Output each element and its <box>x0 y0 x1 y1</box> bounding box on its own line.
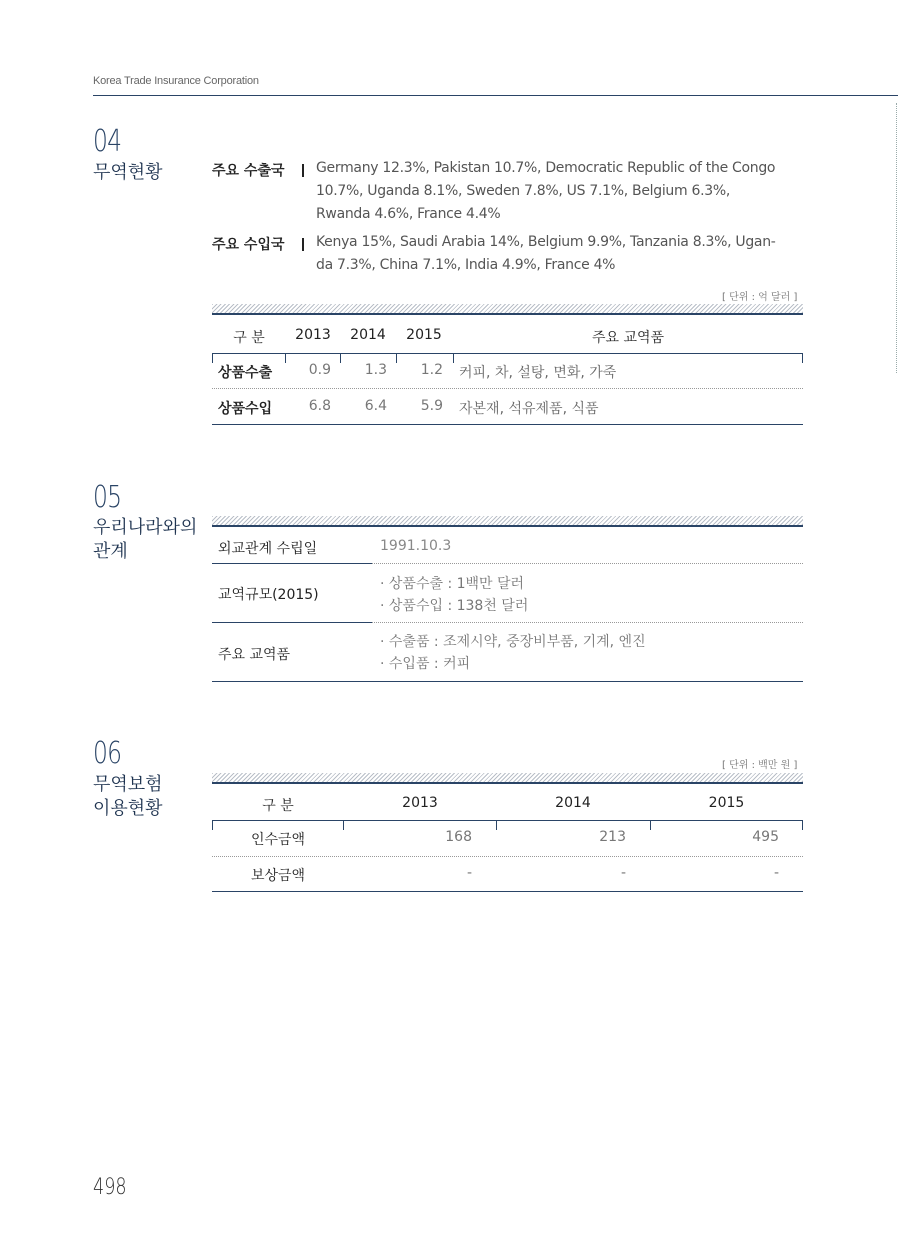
tick <box>802 820 803 830</box>
trade-row-label: 상품수입 <box>218 401 273 417</box>
section-05-title-line1: 우리나라와의 <box>93 517 198 538</box>
relations-value: · 수출품 : 조제시약, 중장비부품, 기계, 엔진 <box>380 634 646 650</box>
header-rule <box>93 95 898 96</box>
relations-value: · 상품수입 : 138천 달러 <box>380 598 529 614</box>
insurance-col-2013: 2013 <box>402 795 438 811</box>
section-04-number: 04 <box>93 124 122 159</box>
insurance-col-2015: 2015 <box>708 795 745 811</box>
insurance-value: - <box>466 865 472 881</box>
insurance-table-unit: [ 단위 : 백만 원 ] <box>722 760 798 771</box>
insurance-value: - <box>773 865 779 881</box>
label-column-rule <box>212 563 372 564</box>
trade-col-2014: 2014 <box>350 327 386 343</box>
import-label-bar <box>302 238 304 251</box>
export-label-bar <box>302 164 304 177</box>
relations-table-hatch <box>212 516 803 527</box>
insurance-value: 495 <box>752 829 779 845</box>
tick <box>212 353 213 363</box>
row-divider <box>212 856 803 857</box>
trade-col-category: 구 분 <box>233 330 265 346</box>
edge-tab-rule <box>896 103 897 373</box>
trade-value: 6.4 <box>364 398 387 414</box>
relations-value: 1991.10.3 <box>380 538 452 554</box>
export-line-2: 10.7%, Uganda 8.1%, Sweden 7.8%, US 7.1%, Belgium 6.3%, <box>316 183 731 199</box>
insurance-table-hatch <box>212 773 803 784</box>
main-export-countries-label: 주요 수출국 <box>212 163 285 179</box>
import-line-1: Kenya 15%, Saudi Arabia 14%, Belgium 9.9%, Tanzania 8.3%, Ugan- <box>316 234 776 250</box>
tick <box>453 353 454 363</box>
trade-col-2015: 2015 <box>406 327 442 343</box>
insurance-col-category: 구 분 <box>262 798 294 814</box>
trade-row-label: 상품수출 <box>218 365 273 381</box>
insurance-value: 168 <box>445 829 472 845</box>
main-import-countries-text <box>316 231 801 277</box>
section-05-title-line2: 관계 <box>93 541 128 562</box>
insurance-header-rule <box>212 820 803 821</box>
relations-label: 외교관계 수립일 <box>218 541 318 557</box>
section-06-title-line2: 이용현황 <box>93 798 163 819</box>
running-header: Korea Trade Insurance Corporation <box>93 75 259 87</box>
trade-col-2013: 2013 <box>295 327 331 343</box>
relations-label: 주요 교역품 <box>218 647 291 663</box>
relations-table-bottom-rule <box>212 681 803 682</box>
trade-table-hatch <box>212 304 803 315</box>
section-06-number: 06 <box>93 736 122 771</box>
relations-value: · 수입품 : 커피 <box>380 656 471 672</box>
main-import-countries-label: 주요 수입국 <box>212 237 285 253</box>
trade-col-items: 주요 교역품 <box>591 330 665 346</box>
trade-header-rule <box>212 353 803 354</box>
export-line-3: Rwanda 4.6%, France 4.4% <box>316 206 501 222</box>
trade-value: 1.3 <box>364 362 387 378</box>
trade-items: 커피, 차, 설탕, 면화, 가죽 <box>459 365 617 381</box>
row-divider <box>212 388 803 389</box>
trade-value: 5.9 <box>420 398 443 414</box>
section-05-number: 05 <box>93 480 122 515</box>
export-line-1: Germany 12.3%, Pakistan 10.7%, Democratic Republic of the Congo <box>316 160 776 176</box>
trade-table-bottom-rule <box>212 424 803 425</box>
section-06-title-line1: 무역보험 <box>93 774 163 795</box>
trade-items: 자본재, 석유제품, 식품 <box>459 401 599 417</box>
page-number: 498 <box>93 1175 127 1200</box>
tick <box>802 353 803 363</box>
insurance-table-bottom-rule <box>212 891 803 892</box>
label-column-rule <box>212 622 372 623</box>
main-export-countries-text <box>316 157 801 226</box>
relations-label: 교역규모(2015) <box>218 587 319 603</box>
trade-value: 6.8 <box>308 398 331 414</box>
import-line-2: da 7.3%, China 7.1%, India 4.9%, France 4% <box>316 257 616 273</box>
row-divider <box>372 622 803 623</box>
row-divider <box>372 563 803 564</box>
insurance-col-2014: 2014 <box>555 795 591 811</box>
trade-value: 0.9 <box>308 362 331 378</box>
trade-value: 1.2 <box>420 362 443 378</box>
insurance-row-label: 보상금액 <box>250 868 306 884</box>
insurance-row-label: 인수금액 <box>250 832 306 848</box>
insurance-value: 213 <box>599 829 626 845</box>
relations-value: · 상품수출 : 1백만 달러 <box>380 576 525 592</box>
insurance-value: - <box>620 865 626 881</box>
trade-table-unit: [ 단위 : 억 달러 ] <box>722 292 798 303</box>
section-04-title: 무역현황 <box>93 162 163 183</box>
